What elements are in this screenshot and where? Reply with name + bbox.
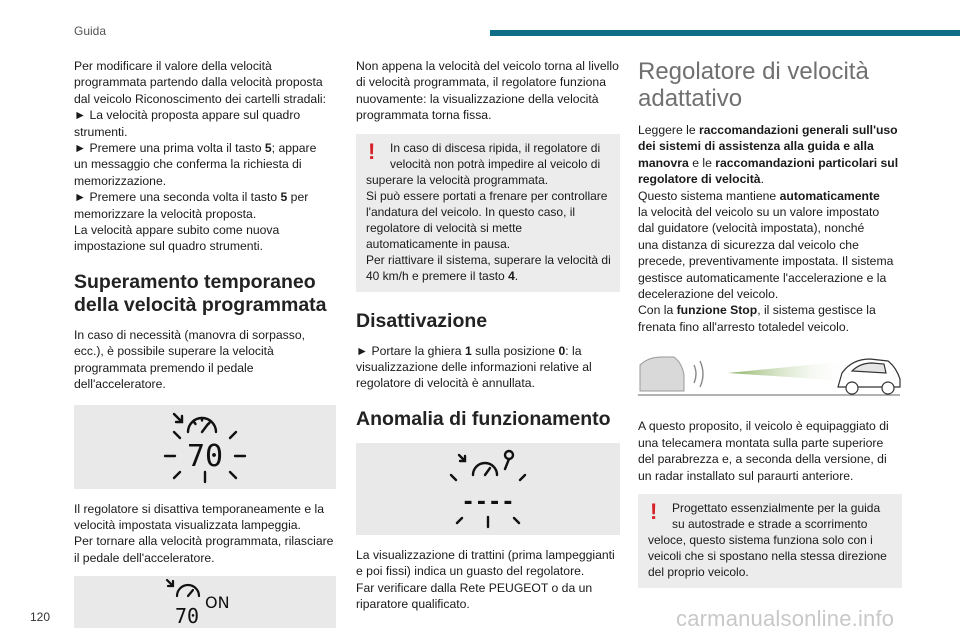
warning-text-1: In caso di discesa ripida, il regolatore di velocità non potrà impedire al veicolo di — [390, 140, 601, 171]
section-heading-deactivation: Disattivazione — [356, 309, 488, 332]
watermark-text: carmanualsonline.info — [676, 606, 895, 631]
warning-box-descent — [356, 134, 620, 292]
dashes-value: ---- — [461, 489, 515, 515]
display-flashing-70 — [74, 405, 336, 489]
equipment-paragraph: A questo proposito, il veicolo è equipaggiato di una telecamera montata sulla parte superiore del parabrezza e, a seconda della versione, di un radar installato sul paraurti anteriore. — [638, 419, 889, 483]
header-accent-bar — [490, 30, 960, 36]
car-distance-illustration — [638, 351, 902, 402]
intro-paragraph: Per modificare il valore della velocità programmata partendo dalla velocità proposta dal veicolo Riconoscimento dei cartelli stradali: ► La velocità proposta appare sul quadro strumenti. ► Premere una prima volta il tasto 5; appare un messaggio che conferma la richiesta di memorizzazione. ► Premere una seconda volta il tasto 5 per memorizzare la velocità proposta. La velocità appare subito come nuova impostazione sul quadro strumenti. — [74, 59, 326, 254]
main-heading-adaptive-cruise: Regolatore di velocità adattativo — [638, 58, 869, 112]
front-car-silhouette — [640, 357, 684, 391]
on-label: ON — [205, 593, 230, 613]
warning-exclamation-icon: ! — [650, 498, 658, 524]
read-recommendations-paragraph: Leggere le raccomandazioni generali sull'uso dei sistemi di assistenza alla guida e alla manovra e le raccomandazioni particolari sul regolatore di velocità. Questo sistema mantiene automaticamente la velocità del veicolo su un valore impostato dal guidatore (velocità impostata), nonché una distanza di sicurezza dal veicolo che precede, preventivamente impostata. Il sistema gestisce automaticamente l'accelerazione e la decelerazione del veicolo. Con la funzione Stop, il sistema gestisce la frenata fino all'arresto totaledel veicolo. — [638, 123, 899, 334]
malfunction-paragraph: La visualizzazione di trattini (prima lampeggianti e poi fissi) indica un guasto del regolatore. Far verificare dalla Rete PEUGEOT o da un riparatore qualificato. — [356, 547, 615, 612]
radar-beam — [728, 361, 848, 381]
overspeed-paragraph: In caso di necessità (manovra di sorpasso, ecc.), è possibile superare la velocità programmata premendo il pedale dell'acceleratore. — [74, 327, 305, 392]
warning-usage-text-1: Progettato essenzialmente per la guida su autostrade e strade a scorrimento — [672, 500, 881, 531]
speed-value-70: 70 — [186, 438, 224, 474]
speedometer-on-icon — [165, 578, 245, 626]
header-section-label: Guida — [74, 24, 107, 38]
section-heading-malfunction: Anomalia di funzionamento — [356, 407, 611, 430]
speedometer-flash-icon — [160, 410, 250, 484]
warning-exclamation-icon: ! — [368, 138, 376, 164]
warning-usage-text-2: veloce, questo sistema funziona solo con i veicoli che si spostano nella stessa direzione del proprio veicolo. — [648, 532, 887, 579]
warning-text-2: superare la velocità programmata. Si può essere portati a frenare per controllare l'andatura del veicolo. In questo caso, il regolatore di velocità si mette automaticamente in pausa. Per riattivare il sistema, superare la velocità di — [366, 172, 611, 267]
resume-paragraph: Non appena la velocità del veicolo torna al livello di velocità programmata, il regolatore funziona nuovamente: la visualizzazione della velocità programmata torna fissa. — [356, 59, 619, 123]
deactivation-paragraph: Il regolatore si disattiva temporaneamente e la velocità impostata visualizzata lampeggia. Per tornare alla velocità programmata, rilasciare il pedale dell'acceleratore. — [74, 501, 334, 565]
display-70-on — [74, 576, 336, 628]
warning-box-usage — [638, 494, 902, 588]
page-number: 120 — [30, 610, 51, 624]
radar-wave-icon — [694, 361, 703, 387]
section-heading-overspeed: Superamento temporaneo della velocità programmata — [74, 270, 327, 316]
speedometer-fault-icon — [443, 449, 533, 529]
column-right — [638, 58, 902, 588]
column-middle — [356, 58, 620, 612]
display-dashes — [356, 443, 620, 535]
deactivation-instruction: ► Portare la ghiera 1 sulla posizione 0: la visualizzazione delle informazioni relative al regolatore di velocità è annullata. — [356, 343, 592, 391]
warning-text-3: 40 km/h e premere il tasto 4. — [366, 268, 519, 283]
speed-value-70-on: 70 — [174, 604, 200, 627]
column-left — [74, 58, 336, 640]
